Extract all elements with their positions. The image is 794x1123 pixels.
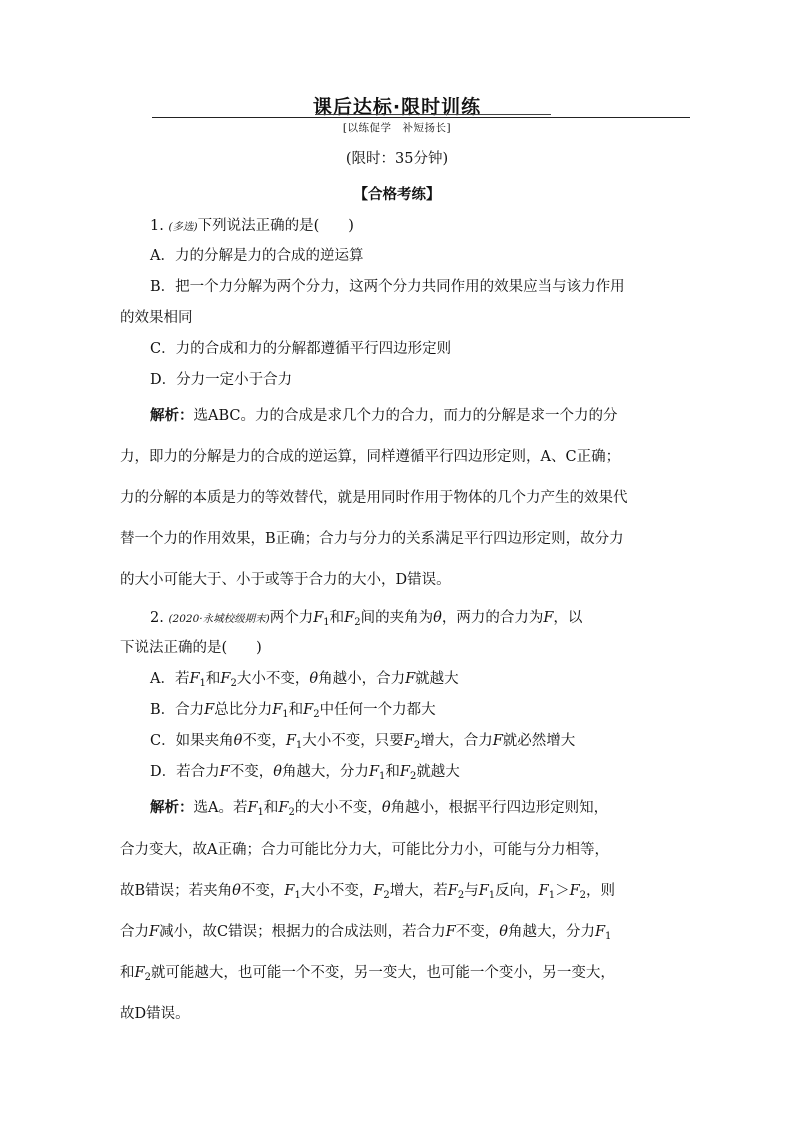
question-1-analysis-line-1: 解析：选ABC。力的合成是求几个力的合力，而力的分解是求一个力的分: [150, 407, 618, 424]
question-1-tag: (多选): [168, 221, 198, 233]
section-heading: 【合格考练】: [353, 187, 441, 203]
question-1-option-b-cont: 的效果相同: [120, 310, 193, 326]
question-2-stem: 2. (2020·永城校级期末)两个力$F_1$和$F_2$间的夹角为θ，两力的合力为F，以: [150, 610, 583, 628]
question-2-option-a: A．若$F_1$和$F_2$大小不变，θ角越小，合力F就越大: [150, 671, 459, 689]
question-2-analysis-line-6: 故D错误。: [120, 1006, 190, 1022]
question-1-analysis-line-2: 力，即力的分解是力的合成的逆运算，同样遵循平行四边形定则，A、C正确；: [120, 449, 621, 465]
page-subtitle: [以练促学 补短扬长]: [342, 122, 452, 134]
question-2-stem-cont: 下说法正确的是( ): [120, 640, 262, 656]
question-1-stem: 1. (多选)下列说法正确的是( ): [150, 218, 354, 234]
question-2-analysis-line-3: 故B错误；若夹角θ不变，$F_1$大小不变，$F_2$增大，若$F_2$与$F_1$反向，$F_1>F_2$，则: [120, 883, 616, 901]
question-1-analysis-line-5: 的大小可能大于、小于或等于合力的大小，D错误。: [120, 572, 451, 588]
time-limit: (限时：35分钟): [345, 151, 449, 167]
question-2-analysis-line-4: 合力F减小，故C错误；根据力的合成法则，若合力F不变，θ角越大，分力$F_1$: [120, 924, 612, 942]
question-2-option-b: B．合力F总比分力$F_1$和$F_2$中任何一个力都大: [150, 702, 436, 720]
question-2-option-c: C．如果夹角θ不变，$F_1$大小不变，只要$F_2$增大，合力F就必然增大: [150, 733, 576, 751]
question-1-analysis-line-4: 替一个力的作用效果，B正确；合力与分力的关系满足平行四边形定则，故分力: [120, 531, 624, 547]
question-2-analysis-line-2: 合力变大，故A正确；合力可能比分力大，可能比分力小，可能与分力相等，: [120, 842, 609, 858]
question-2-analysis-line-5: 和$F_2$就可能越大，也可能一个不变，另一变大，也可能一个变小，另一变大，: [120, 965, 615, 983]
question-2-tag: (2020·永城校级期末): [168, 613, 270, 625]
question-1-option-b: B．把一个力分解为两个分力，这两个分力共同作用的效果应当与该力作用: [150, 279, 625, 295]
question-1-option-a: A．力的分解是力的合成的逆运算: [150, 248, 364, 264]
title-underline: [152, 117, 690, 118]
question-1-option-d: D．分力一定小于合力: [150, 372, 293, 388]
page-title: 课后达标·限时训练: [312, 96, 482, 118]
title-underline-thin: [315, 114, 551, 115]
question-2-option-d: D．若合力F不变，θ角越大，分力$F_1$和$F_2$就越大: [150, 764, 460, 782]
question-1-analysis-line-3: 力的分解的本质是力的等效替代，就是用同时作用于物体的几个力产生的效果代: [120, 490, 628, 506]
question-1-option-c: C．力的合成和力的分解都遵循平行四边形定则: [150, 341, 452, 357]
question-2-analysis-line-1: 解析：选A。若$F_1$和$F_2$的大小不变，θ角越小，根据平行四边形定则知，: [150, 799, 609, 818]
